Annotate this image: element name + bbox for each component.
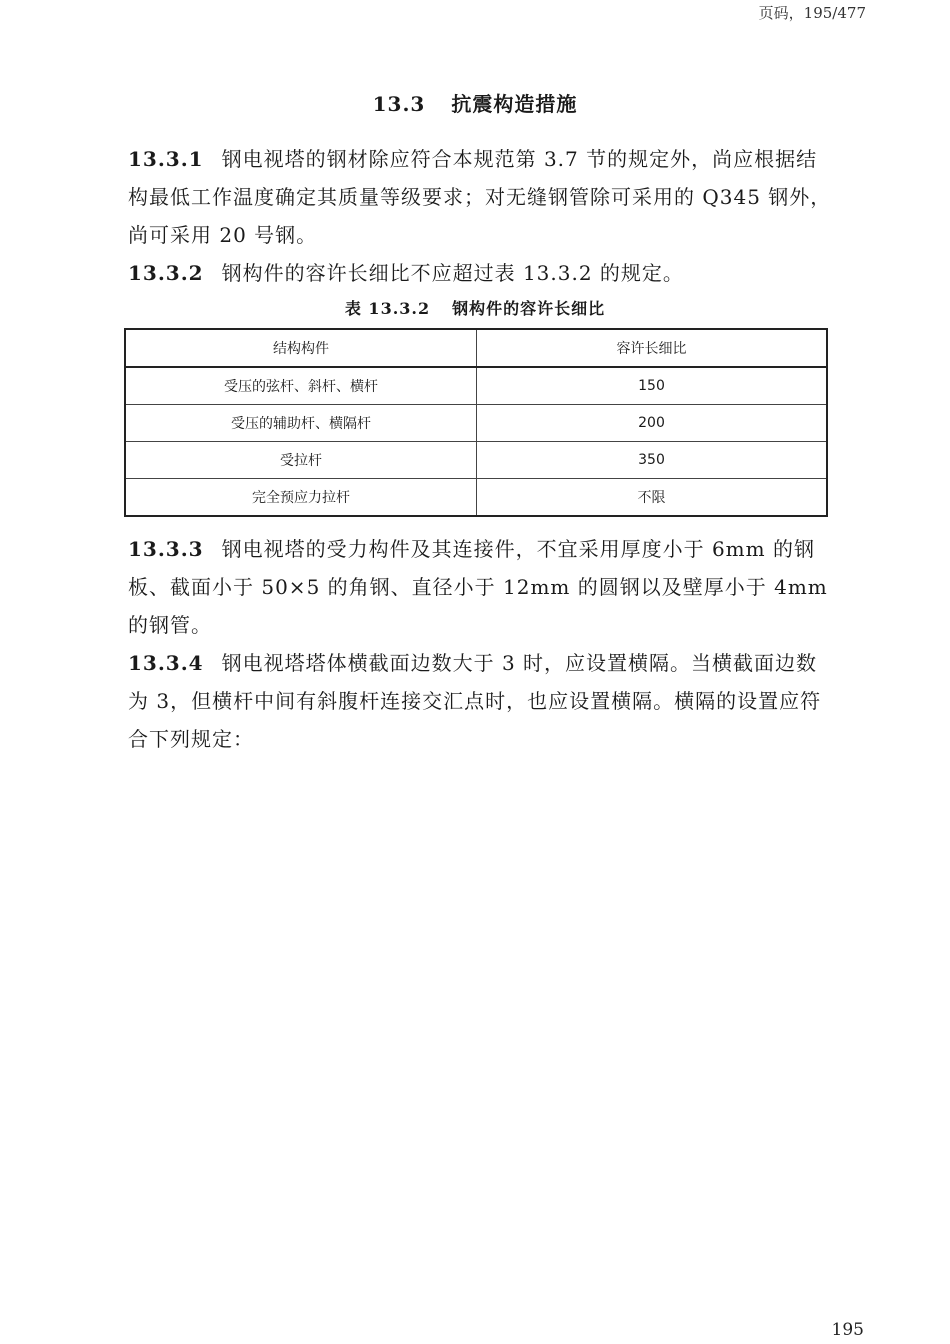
section-title-text: 抗震构造措施 [451,92,578,116]
table-cell-member: 受压的弦杆、斜杆、横杆 [125,367,477,405]
clause-number: 13.3.3 [128,537,204,561]
table-row [125,367,827,405]
page-number: 195 [831,1320,864,1340]
table-caption [0,296,950,319]
clause-13-3-3 [128,530,838,644]
clause-text: 钢电视塔的钢材除应符合本规范第 3.7 节的规定外，尚应根据结构最低工作温度确定其质量等级要求；对无缝钢管除可采用的 Q345 钢外，尚可采用 20 号钢。 [128,147,832,247]
table-header-cell: 结构构件 [125,329,477,367]
table-cell-value: 200 [477,405,828,442]
clause-13-3-1 [128,140,838,254]
table-row [125,442,827,479]
table-header-cell: 容许长细比 [477,329,828,367]
clause-number: 13.3.1 [128,147,204,171]
table-cell-value: 350 [477,442,828,479]
table-cell-member: 完全预应力拉杆 [125,479,477,517]
table-header-row [125,329,827,367]
clause-13-3-4 [128,644,838,758]
clause-13-3-2 [128,254,838,292]
table-row [125,479,827,517]
table-row [125,405,827,442]
table-cell-member: 受压的辅助杆、横隔杆 [125,405,477,442]
section-number: 13.3 [372,92,426,116]
table-cell-member: 受拉杆 [125,442,477,479]
page-counter: 页码，195/477 [758,4,866,22]
clause-text: 钢电视塔的受力构件及其连接件，不宜采用厚度小于 6mm 的钢板、截面小于 50×5 的角钢、直径小于 12mm 的圆钢以及壁厚小于 4mm 的钢管。 [128,537,828,637]
section-title [0,88,950,117]
table-cell-value: 不限 [477,479,828,517]
clause-number: 13.3.2 [128,261,204,285]
slenderness-table [124,328,828,517]
clause-text: 钢电视塔塔体横截面边数大于 3 时，应设置横隔。当横截面边数为 3，但横杆中间有斜腹杆连接交汇点时，也应设置横隔。横隔的设置应符合下列规定： [128,651,822,751]
clause-number: 13.3.4 [128,651,204,675]
clause-text: 钢构件的容许长细比不应超过表 13.3.2 的规定。 [221,261,684,285]
table-label: 表 13.3.2 [344,299,431,318]
table-cell-value: 150 [477,367,828,405]
table-caption-text: 钢构件的容许长细比 [452,299,606,318]
